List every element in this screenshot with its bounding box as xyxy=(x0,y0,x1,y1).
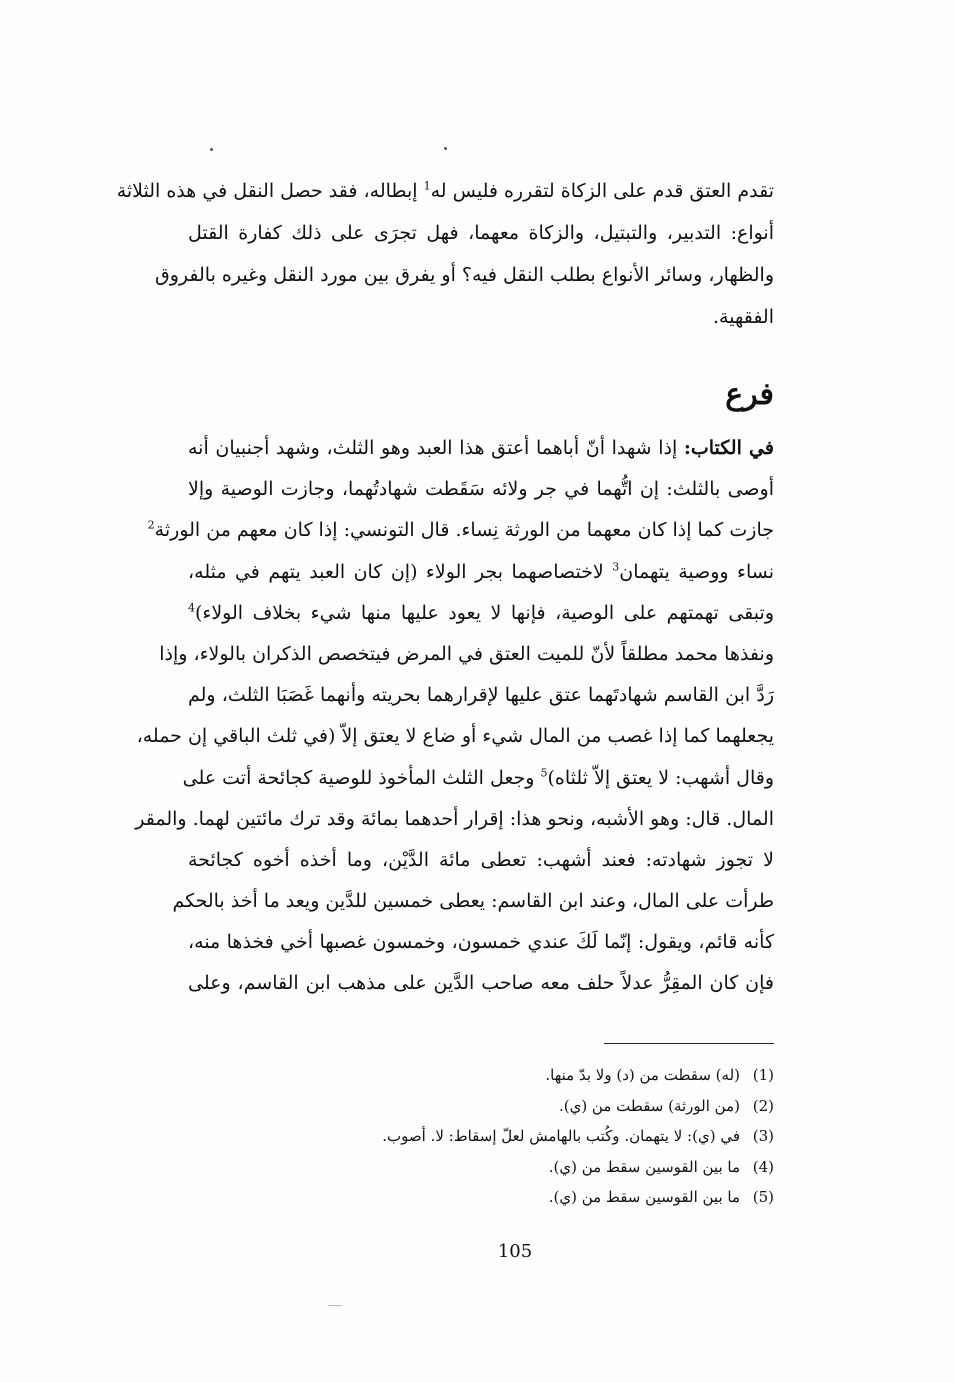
footnote-text: (من الورثة) سقطت من (ي). xyxy=(558,1096,740,1115)
footnote-text: (له) سقطت من (د) ولا بدّ منها. xyxy=(545,1066,740,1084)
intro-line: والظهار، وسائر الأنواع بطلب النقل فيه؟ أو يفرق بين مورد النقل وغيره بالفروق xyxy=(154,264,774,286)
footnote-item xyxy=(214,1182,774,1213)
page-number: 105 xyxy=(497,1241,533,1262)
body-line: جازت كما إذا كان معهما من الورثة نِساء. قال التونسي: إذا كان معهم من الورثة$^2$ xyxy=(147,519,774,542)
footnote-number: (1) xyxy=(752,1066,774,1084)
footnote-text: ما بين القوسين سقط من (ي). xyxy=(548,1188,740,1206)
body-line: طرأت على المال، وعند ابن القاسم: يعطى خمسين للدَّين ويعد ما أخذ بالحكم xyxy=(172,890,774,913)
footnote-text: في (ي): لا يتهمان. وكُتب بالهامش لعلّ إسقاط: لا. أصوب. xyxy=(382,1127,740,1145)
footnote-text: ما بين القوسين سقط من (ي). xyxy=(548,1157,740,1176)
section-heading: فرع xyxy=(725,377,774,412)
footnote-ref: 3 xyxy=(612,560,620,574)
footnote-item xyxy=(214,1152,774,1183)
intro-line: أنواع: التدبير، والتبتيل، والزكاة معهما، فهل تجرَى على ذلك كفارة القتل xyxy=(188,222,774,244)
footnote-separator xyxy=(604,1043,774,1044)
footnote-number: (5) xyxy=(752,1188,774,1206)
footnote-item xyxy=(214,1121,774,1152)
body-line: ونفذها محمد مطلقاً لأنّ للميت العتق في المرض فيتخصص الذكران بالولاء، وإذا xyxy=(159,642,774,665)
intro-paragraph xyxy=(116,170,774,338)
body-line: المال. قال: وهو الأشبه، ونحو هذا: إقرار أحدهما بمائة وقد ترك مائتين لهما. والمقر xyxy=(135,807,774,830)
footnotes xyxy=(214,1060,774,1213)
body-line: فإن كان المقِرُّ عدلاً حلف معه صاحب الدَّين على مذهب ابن القاسم، وعلى xyxy=(188,972,774,995)
intro-line: الفقهية. xyxy=(712,306,774,328)
body-line: وقال أشهب: لا يعتق إلاّ ثلثاه)$^5$ وجعل الثلث المأخوذ للوصية كجائحة أتت على xyxy=(182,766,774,789)
body-line: لا تجوز شهادته: فعند أشهب: تعطى مائة الدَّيْن، وما أخذه أخوه كجائحة xyxy=(188,848,774,871)
body-line: وتبقى تهمتهم على الوصية، فإنها لا يعود عليها منها شيء بخلاف الولاء)$^4$ xyxy=(188,601,774,624)
body-line: رَدَّ ابن القاسم شهادتَهما عتق عليها لإقرارهما بحريته وأنهما غَصَبَا الثلث، ولم xyxy=(188,684,774,707)
body-line: أوصى بالثلث: إن اتُّهما في جر ولائه سَقَطت شهادتُهما، وجازت الوصية وإلا xyxy=(188,478,774,501)
footnote-number: (4) xyxy=(752,1157,774,1176)
footnote-ref: 2 xyxy=(147,519,155,533)
body-line: يجعلهما كما إذا غصب من المال شيء أو ضاع لا يعتق إلاّ (في ثلث الباقي إن حمله، xyxy=(136,725,774,748)
footnote-number: (3) xyxy=(752,1127,774,1145)
body-line: كأنه قائم، ويقول: إنّما لَكَ عندي خمسون، وخمسون غصبها أخي فخذها منه، xyxy=(188,931,774,954)
scan-mark xyxy=(328,1305,342,1306)
footnote-ref: 4 xyxy=(188,601,195,615)
body-line: نساء ووصية يتهمان$^3$ لاختصاصهما بجر الولاء (إن كان العبد يتهم في مثله، xyxy=(188,560,775,583)
footnote-item xyxy=(214,1060,774,1091)
footnote-ref: 5 xyxy=(540,766,548,780)
scan-speck xyxy=(444,147,447,150)
footnote-number: (2) xyxy=(752,1096,774,1115)
scan-speck xyxy=(210,148,213,151)
body-line: في الكتاب: إذا شهدا أنّ أباهما أعتق هذا العبد وهو الثلث، وشهد أجنبيان أنه xyxy=(188,437,774,459)
body-paragraph xyxy=(135,428,775,1005)
footnote-item xyxy=(214,1091,774,1122)
intro-line: تقدم العتق قدم على الزكاة لتقرره فليس له$^1$ إبطاله، فقد حصل النقل في هذه الثلاثة xyxy=(116,179,774,202)
lead-phrase: في الكتاب: xyxy=(683,437,774,459)
footnote-ref: 1 xyxy=(423,179,431,193)
